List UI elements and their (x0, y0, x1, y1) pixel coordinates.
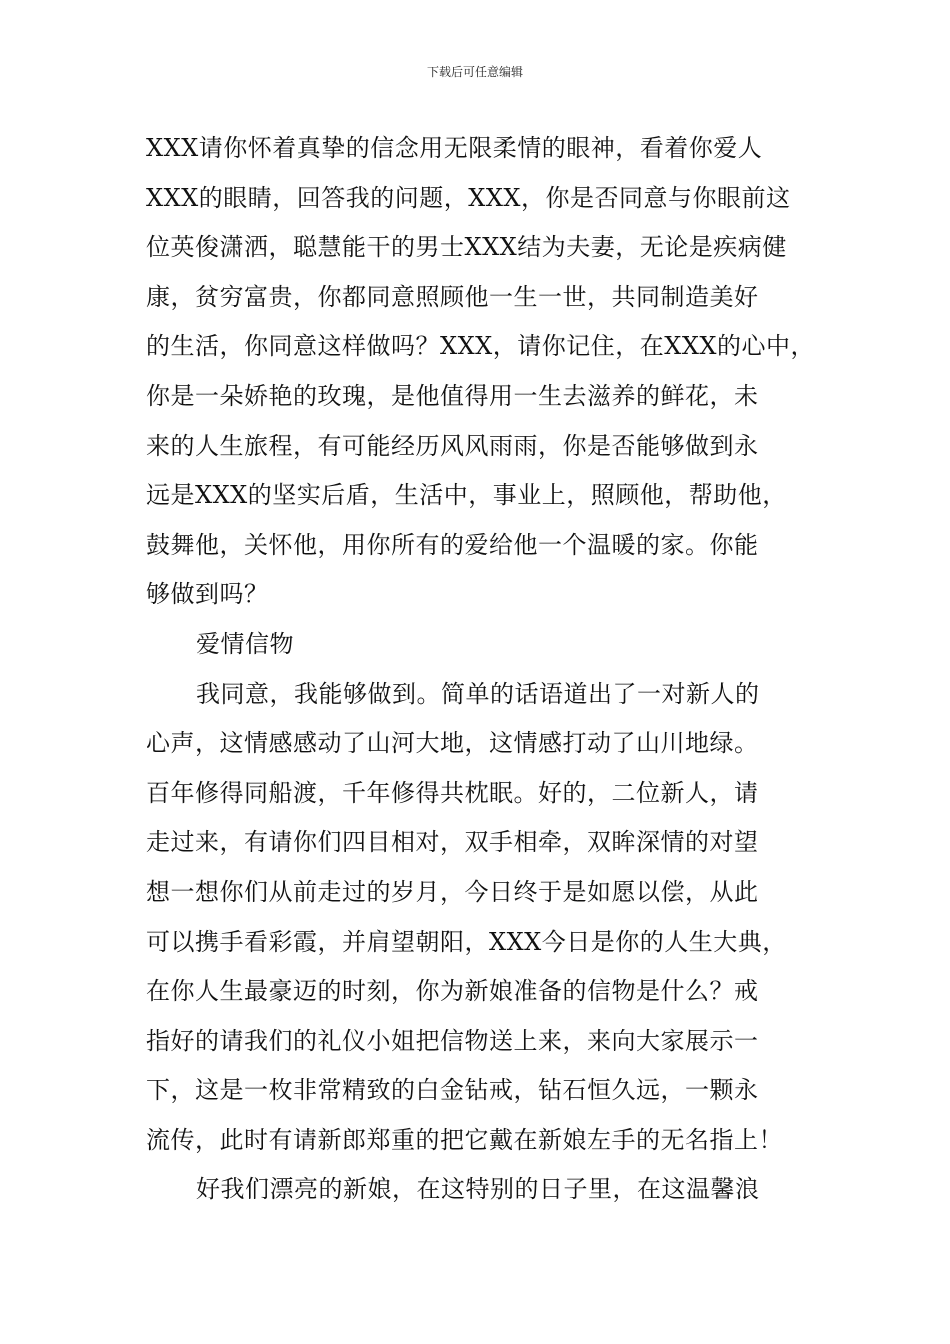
text-line: 康，贫穷富贵，你都同意照顾他一生一世，共同制造美好 (146, 282, 759, 311)
text-line: 够做到吗？ (146, 580, 269, 609)
text-line: XXX请你怀着真挚的信念用无限柔情的眼神，看着你爱人 (146, 134, 763, 162)
text-line: 走过来，有请你们四目相对，双手相牵，双眸深情的对望 (146, 828, 759, 857)
text-line: 我同意，我能够做到。简单的话语道出了一对新人的 (196, 679, 760, 708)
text-line: 指好的请我们的礼仪小姐把信物送上来，来向大家展示一 (146, 1026, 759, 1055)
paragraph-ring-exchange (146, 670, 826, 1166)
text-line: 想一想你们从前走过的岁月，今日终于是如愿以偿，从此 (146, 877, 759, 906)
section-heading (146, 620, 826, 670)
page-header: 下载后可任意编辑 (426, 65, 523, 79)
text-line: 你是一朵娇艳的玫瑰，是他值得用一生去滋养的鲜花，未 (146, 381, 759, 410)
text-line: 在你人生最豪迈的时刻，你为新娘准备的信物是什么？戒 (146, 977, 759, 1006)
text-line: 来的人生旅程，有可能经历风风雨雨，你是否能够做到永 (146, 431, 759, 460)
text-line: 位英俊潇洒，聪慧能干的男士XXX结为夫妻，无论是疾病健 (146, 233, 787, 262)
text-line: 心声，这情感感动了山河大地，这情感打动了山川地绿。 (146, 729, 759, 758)
paragraph-bride (146, 1165, 826, 1215)
text-line: 下，这是一枚非常精致的白金钻戒，钻石恒久远，一颗永 (146, 1076, 759, 1105)
document-body (146, 124, 826, 1215)
text-line: 远是XXX的坚实后盾，生活中，事业上，照顾他，帮助他， (146, 481, 787, 510)
text-line: 流传，此时有请新郎郑重的把它戴在新娘左手的无名指上！ (146, 1125, 783, 1154)
text-line: 鼓舞他，关怀他，用你所有的爱给他一个温暖的家。你能 (146, 530, 759, 559)
text-line: XXX的眼睛，回答我的问题，XXX，你是否同意与你眼前这 (146, 183, 791, 212)
paragraph-vow-question (146, 124, 826, 620)
text-line: 可以携手看彩霞，并肩望朝阳，XXX今日是你的人生大典， (146, 927, 787, 956)
text-line: 的生活，你同意这样做吗？XXX，请你记住，在XXX的心中， (146, 332, 816, 361)
text-line: 百年修得同船渡，千年修得共枕眠。好的，二位新人，请 (146, 778, 759, 807)
section-heading-text: 爱情信物 (196, 629, 294, 658)
text-line: 好我们漂亮的新娘，在这特别的日子里，在这温馨浪 (196, 1175, 760, 1204)
